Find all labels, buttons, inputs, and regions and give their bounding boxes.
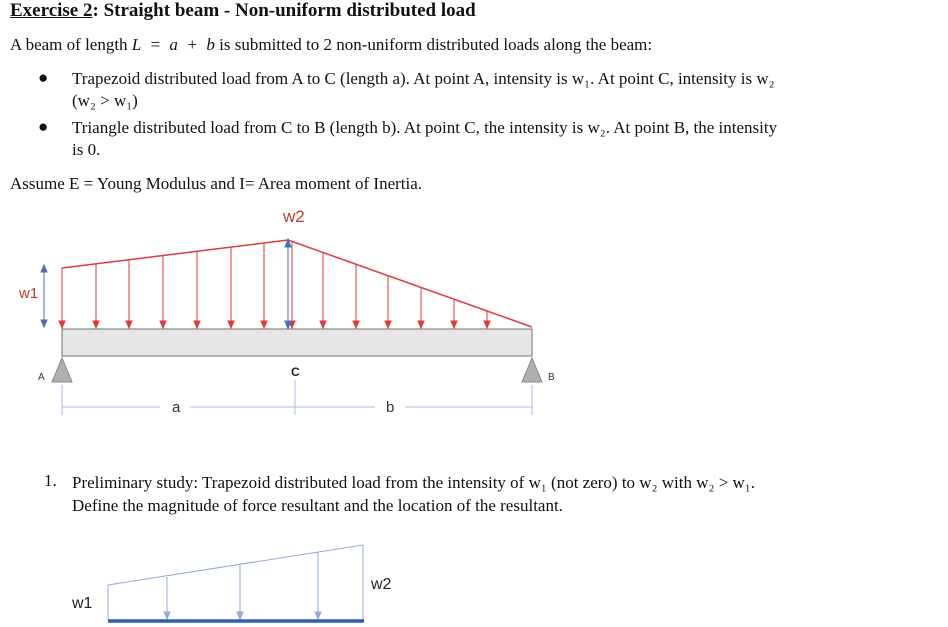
length-b-label: b <box>386 399 395 416</box>
load-envelope <box>62 240 532 327</box>
question-line-2: Define the magnitude of force resultant and the location of the resultant. <box>72 496 563 515</box>
beam-load-diagram <box>0 200 948 430</box>
bullet-1-line-1: Trapezoid distributed load from A to C (length a). At point A, intensity is w₁. At point C, intensity is w₂ <box>72 69 775 88</box>
bullet-2-line-2: is 0. <box>72 140 101 159</box>
beam <box>62 329 532 356</box>
intro-before: A beam of length <box>10 35 132 54</box>
support-b-icon <box>522 358 542 382</box>
beam-length-formula: L = a + b <box>131 35 215 54</box>
w1-label-2: w1 <box>72 595 93 612</box>
assumption-line: Assume E = Young Modulus and I= Area moment of Inertia. <box>10 174 423 193</box>
trapezoid-arrows <box>164 552 321 619</box>
w2-label-2: w2 <box>371 576 392 593</box>
exercise-number: Exercise 2 <box>10 0 93 21</box>
point-a-label: A <box>38 372 45 383</box>
load-arrows <box>59 241 490 328</box>
bullet-item-1 <box>72 68 932 112</box>
support-a-icon <box>52 358 72 382</box>
point-b-label: B <box>548 372 555 383</box>
w2-label: w2 <box>283 207 305 226</box>
w1-dimension <box>41 265 47 327</box>
question-text <box>72 471 922 517</box>
length-a-label: a <box>172 399 181 416</box>
w2-dimension <box>285 239 291 329</box>
w1-label: w1 <box>19 285 39 302</box>
point-c-label: C <box>291 365 300 379</box>
exercise-title <box>10 0 476 22</box>
exercise-heading: : Straight beam - Non-uniform distributed load <box>92 0 476 21</box>
intro-line <box>10 35 652 55</box>
question-line-1: Preliminary study: Trapezoid distributed load from the intensity of w₁ (not zero) to w₂ with w₂ > w₁. <box>72 473 755 492</box>
question-number: 1. <box>44 471 57 490</box>
trapezoid-load-diagram <box>0 535 948 627</box>
dimension-lines <box>62 380 532 415</box>
bullet-item-2 <box>72 117 932 161</box>
bullet-icon: ● <box>38 117 49 136</box>
bullet-2-line-1: Triangle distributed load from C to B (length b). At point C, the intensity is w₂. At point B, the intensity <box>72 118 778 137</box>
bullet-1-line-2: (w₂ > w₁) <box>72 91 138 110</box>
trapezoid-outline <box>108 545 363 620</box>
intro-after: is submitted to 2 non-uniform distributed loads along the beam: <box>214 35 653 54</box>
bullet-icon: ● <box>38 68 49 87</box>
